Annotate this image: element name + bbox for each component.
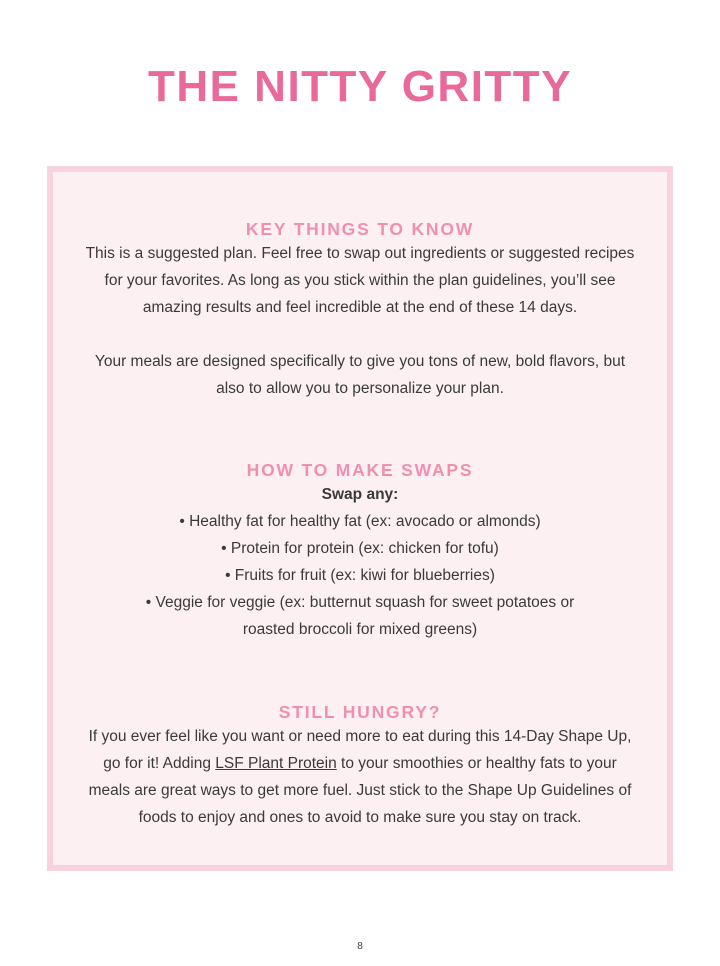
swap-item: • Veggie for veggie (ex: butternut squash for sweet potatoes or <box>145 594 575 611</box>
key-things-p2-line: also to allow you to personalize your plan. <box>216 380 504 397</box>
swaps-list <box>53 481 667 643</box>
still-hungry-heading: STILL HUNGRY? <box>278 702 442 722</box>
still-hungry-text: to your smoothies or healthy fats to your <box>336 755 617 772</box>
still-hungry-line: If you ever feel like you want or need more to eat during this 14-Day Shape Up, <box>88 728 632 745</box>
key-things-paragraph-1 <box>53 240 667 321</box>
still-hungry-line: meals are great ways to get more fuel. Just stick to the Shape Up Guidelines of <box>88 782 632 799</box>
swap-item: • Protein for protein (ex: chicken for tofu) <box>221 540 499 557</box>
swaps-section <box>53 459 667 643</box>
still-hungry-text: go for it! Adding <box>103 755 216 772</box>
key-things-p1-line: amazing results and feel incredible at the end of these 14 days. <box>142 299 578 316</box>
swaps-heading: HOW TO MAKE SWAPS <box>246 460 474 480</box>
key-things-p1-line: This is a suggested plan. Feel free to swap out ingredients or suggested recipes <box>85 245 635 262</box>
key-things-p2-line: Your meals are designed specifically to give you tons of new, bold flavors, but <box>94 353 626 370</box>
info-panel <box>47 166 673 871</box>
page-title: THE NITTY GRITTY <box>147 62 573 111</box>
key-things-p1-line: for your favorites. As long as you stick within the plan guidelines, you’ll see <box>104 272 616 289</box>
swap-item: roasted broccoli for mixed greens) <box>242 621 478 638</box>
key-things-paragraph-2 <box>53 348 667 402</box>
swaps-intro: Swap any: <box>321 486 399 503</box>
swap-item: • Healthy fat for healthy fat (ex: avocado or almonds) <box>179 513 541 530</box>
still-hungry-section <box>53 701 667 831</box>
lsf-plant-protein-link[interactable]: LSF Plant Protein <box>215 755 337 772</box>
key-things-heading: KEY THINGS TO KNOW <box>245 219 475 239</box>
swap-item: • Fruits for fruit (ex: kiwi for blueberries) <box>225 567 495 584</box>
still-hungry-line: foods to enjoy and ones to avoid to make sure you stay on track. <box>138 809 582 826</box>
still-hungry-paragraph <box>53 723 667 831</box>
key-things-section <box>53 218 667 402</box>
still-hungry-line <box>53 750 667 777</box>
page-number: 8 <box>357 941 363 952</box>
